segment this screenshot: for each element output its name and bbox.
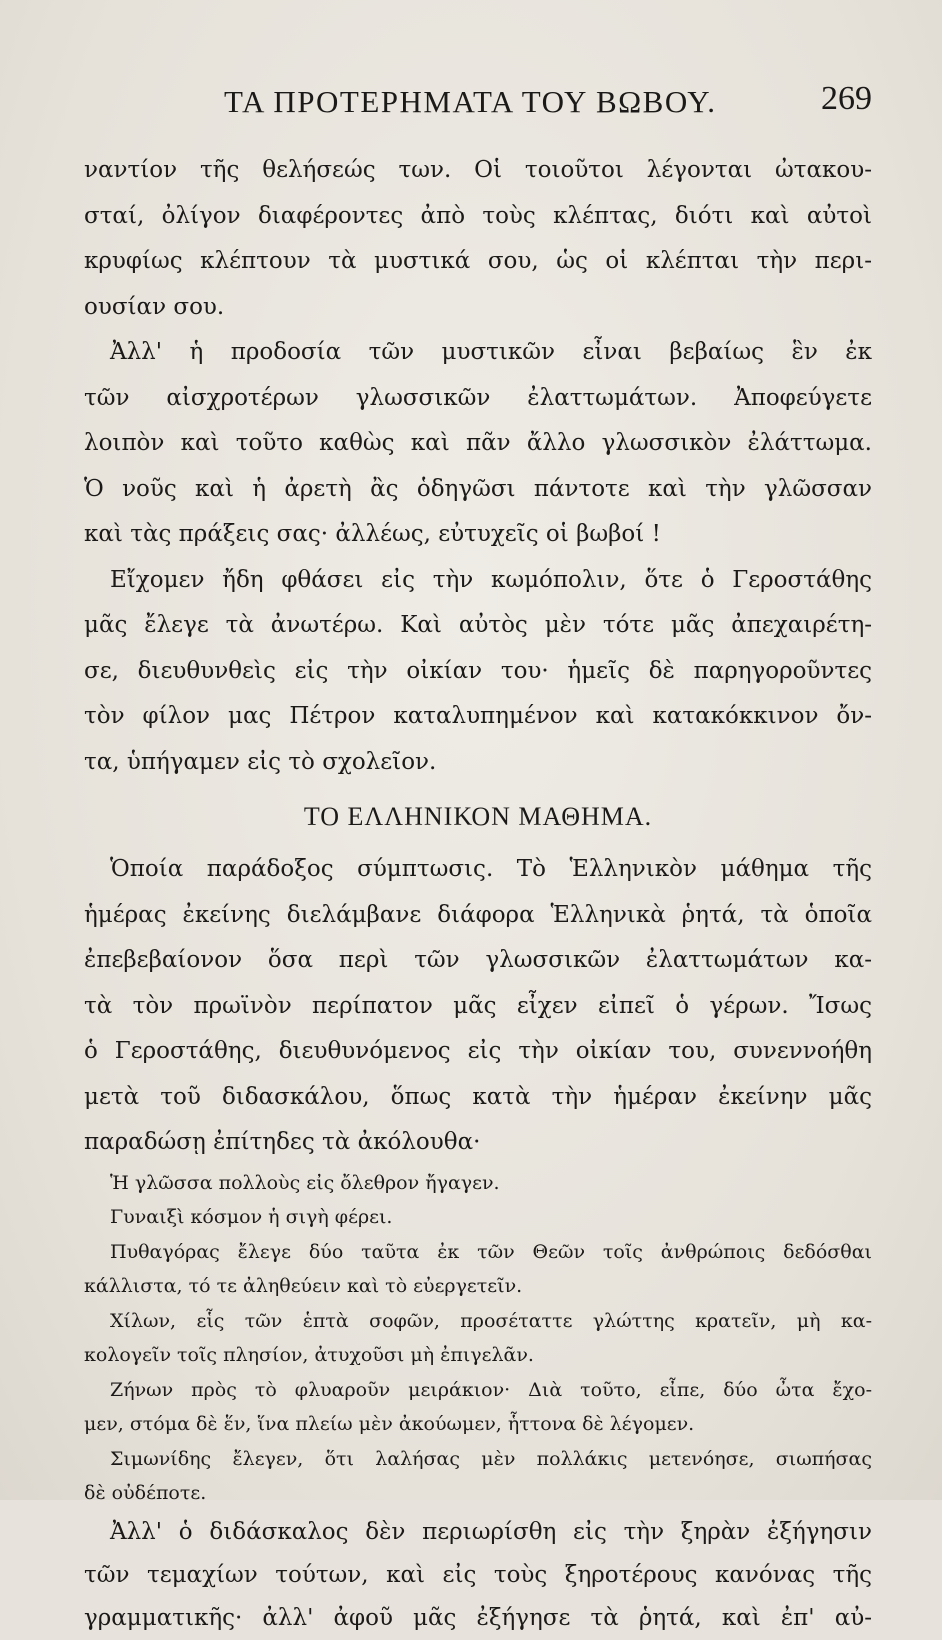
text-line: Ὁποία παράδοξος σύμπτωσις. Τὸ Ἑλληνικὸν μάθημα τῆς — [110, 856, 872, 882]
text-line: Ἀλλ' ὁ διδάσκαλος δὲν περιωρίσθη εἰς τὴν ξηρὰν ἐξήγησιν — [110, 1518, 872, 1545]
text-line: ουσίαν σου. — [84, 293, 225, 320]
quote-line: Σιμωνίδης ἔλεγεν, ὅτι λαλήσας μὲν πολλάκις μετενόησε, σιωπήσας — [110, 1447, 872, 1470]
quote-line: Πυθαγόρας ἔλεγε δύο ταῦτα ἐκ τῶν Θεῶν τοῖς ἀνθρώποις δεδόσθαι — [110, 1240, 872, 1263]
text-line: μᾶς ἔλεγε τὰ ἀνωτέρω. Καὶ αὐτὸς μὲν τότε μᾶς ἀπεχαιρέτη- — [84, 612, 872, 638]
text-line: Εἴχομεν ἤδη φθάσει εἰς τὴν κωμόπολιν, ὅτε ὁ Γεροστάθης — [110, 566, 872, 593]
text-line: ναντίον τῆς θελήσεώς των. Οἱ τοιοῦτοι λέγονται ὠτακου- — [84, 157, 872, 183]
text-line: λοιπὸν καὶ τοῦτο καθὼς καὶ πᾶν ἄλλο γλωσσικὸν ἐλάττωμα. — [84, 430, 872, 456]
text-line: κρυφίως κλέπτουν τὰ μυστικά σου, ὡς οἱ κλέπται τὴν περι- — [84, 248, 872, 274]
text-line: τα, ὑπήγαμεν εἰς τὸ σχολεῖον. — [84, 748, 437, 775]
paragraph-1 — [84, 148, 872, 330]
body-text — [84, 148, 872, 1640]
text-line: ὁ Γεροστάθης, διευθυνόμενος εἰς τὴν οἰκίαν του, συνεννοήθη — [84, 1038, 872, 1064]
text-line: γραμματικῆς· ἀλλ' ἀφοῦ μᾶς ἐξήγησε τὰ ῥητά, καὶ ἐπ' αὐ- — [84, 1604, 872, 1631]
quote-line: Χίλων, εἷς τῶν ἑπτὰ σοφῶν, προσέταττε γλώττης κρατεῖν, μὴ κα- — [110, 1309, 872, 1332]
text-line: τὸν φίλον μας Πέτρον καταλυπημένον καὶ κατακόκκινον ὄν- — [84, 703, 872, 729]
quote-line: Γυναιξὶ κόσμον ἡ σιγὴ φέρει. — [110, 1206, 393, 1228]
quote-line: κολογεῖν τοῖς πλησίον, ἀτυχοῦσι μὴ ἐπιγελᾶν. — [84, 1344, 534, 1366]
text-line: Ὁ νοῦς καὶ ἡ ἀρετὴ ἂς ὁδηγῶσι πάντοτε καὶ τὴν γλῶσσαν — [84, 475, 872, 502]
text-line: ἡμέρας ἐκείνης διελάμβανε διάφορα Ἑλληνικὰ ῥητά, τὰ ὁποῖα — [84, 901, 872, 928]
text-line: σε, διευθυνθεὶς εἰς τὴν οἰκίαν του· ἡμεῖς δὲ παρηγοροῦντες — [84, 657, 872, 684]
page-number: 269 — [821, 80, 872, 117]
paragraph-3 — [84, 558, 872, 786]
text-line: τῶν τεμαχίων τούτων, καὶ εἰς τοὺς ξηροτέρους κανόνας τῆς — [84, 1561, 872, 1588]
quote-line: Ζήνων πρὸς τὸ φλυαροῦν μειράκιον· Διὰ τοῦτο, εἶπε, δύο ὦτα ἔχο- — [110, 1378, 872, 1401]
quotations-block — [84, 1166, 872, 1511]
section-heading: ΤΟ ΕΛΛΗΝΙΚΟΝ ΜΑΘΗΜΑ. — [303, 802, 653, 831]
text-line: τὰ τὸν πρωϊνὸν περίπατον μᾶς εἶχεν εἰπεῖ ὁ γέρων. Ἴσως — [84, 992, 872, 1019]
quote-line: κάλλιστα, τό τε ἀληθεύειν καὶ τὸ εὐεργετεῖν. — [84, 1275, 523, 1297]
text-line: παραδώσῃ ἐπίτηδες τὰ ἀκόλουθα· — [84, 1129, 481, 1155]
text-line: καὶ τὰς πράξεις σας· ἀλλέως, εὐτυχεῖς οἱ βωβοί ! — [84, 521, 661, 547]
text-line: τῶν αἰσχροτέρων γλωσσικῶν ἐλαττωμάτων. Ἀποφεύγετε — [84, 384, 872, 411]
paragraph-4 — [84, 847, 872, 1166]
text-line: ἐπεβεβαίονον ὅσα περὶ τῶν γλωσσικῶν ἐλαττωμάτων κα- — [84, 947, 872, 973]
running-title: ΤΑ ΠΡΟΤΕΡΗΜΑΤΑ ΤΟΥ ΒΩΒΟΥ. — [224, 84, 717, 119]
text-line: Ἀλλ' ἡ προδοσία τῶν μυστικῶν εἶναι βεβαίως ἓν ἐκ — [110, 339, 872, 365]
quote-line: δὲ οὐδέποτε. — [84, 1482, 207, 1504]
quote-line: μεν, στόμα δὲ ἕν, ἵνα πλείω μὲν ἀκούωμεν, ἧττονα δὲ λέγομεν. — [84, 1413, 695, 1435]
paragraph-2 — [84, 330, 872, 558]
running-head — [84, 62, 872, 132]
paragraph-5 — [84, 1511, 872, 1640]
text-line: μετὰ τοῦ διδασκάλου, ὅπως κατὰ τὴν ἡμέραν ἐκείνην μᾶς — [84, 1083, 872, 1110]
quote-line: Ἡ γλῶσσα πολλοὺς εἰς ὄλεθρον ἤγαγεν. — [110, 1171, 500, 1194]
text-line: σταί, ὀλίγον διαφέροντες ἀπὸ τοὺς κλέπτας, διότι καὶ αὐτοὶ — [84, 202, 872, 229]
